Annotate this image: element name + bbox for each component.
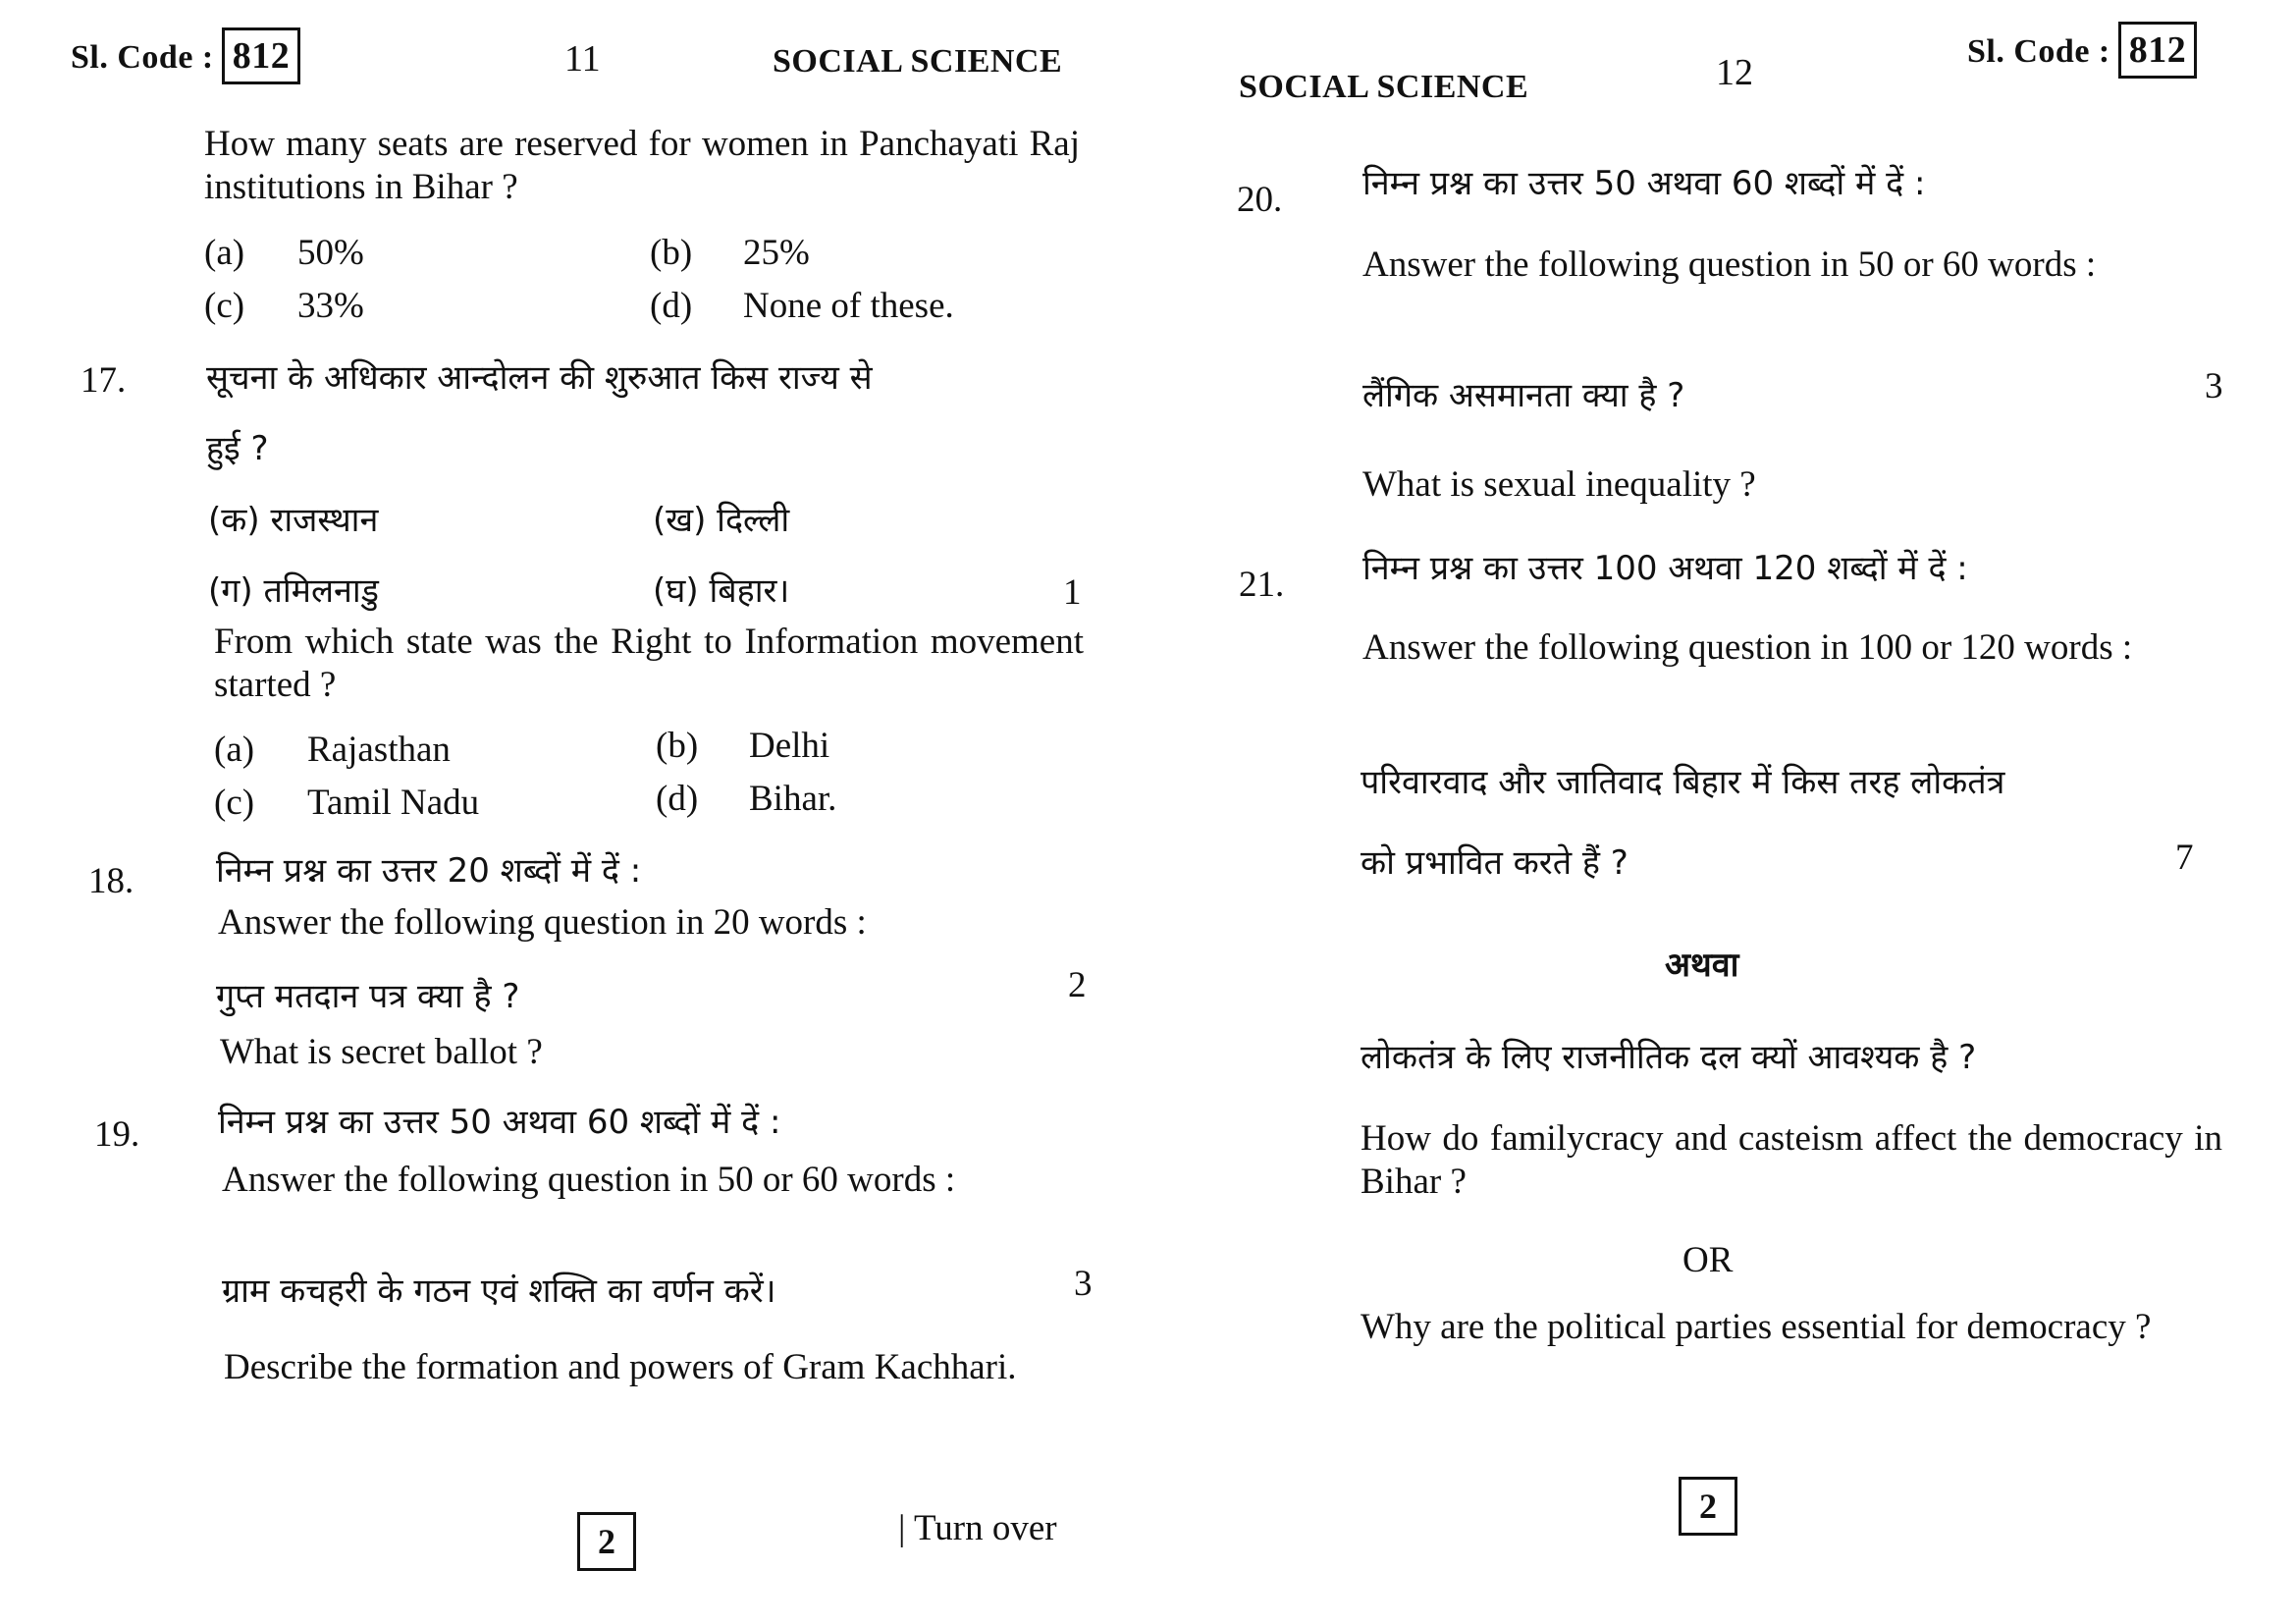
q21-hindi-instruction: निम्न प्रश्न का उत्तर 100 अथवा 120 शब्दों में दें : xyxy=(1362,549,1968,588)
q17-marks: 1 xyxy=(1063,572,1082,613)
or-divider-hindi: अथवा xyxy=(1665,946,1739,985)
q21-english-instruction: Answer the following question in 100 or 120 words : xyxy=(1362,627,2133,668)
or-divider-english: OR xyxy=(1682,1240,1734,1280)
sl-code-label: Sl. Code : xyxy=(71,39,214,76)
sl-code xyxy=(1967,22,2197,79)
q20-english-question: What is sexual inequality ? xyxy=(1362,464,1756,505)
q16-option-a: (a) 50% xyxy=(204,233,364,273)
q17-option-c: (c) Tamil Nadu xyxy=(214,783,480,823)
q20-hindi-instruction: निम्न प्रश्न का उत्तर 50 अथवा 60 शब्दों में दें : xyxy=(1362,164,1926,203)
sl-code-value: 812 xyxy=(2118,22,2198,79)
q18-english-question: What is secret ballot ? xyxy=(220,1032,543,1072)
turn-over: | Turn over xyxy=(898,1508,1057,1548)
page-number: 11 xyxy=(564,38,601,80)
q17-option-b: (b) Delhi xyxy=(656,726,830,766)
q17-english-question: From which state was the Right to Information movement started ? xyxy=(214,622,1084,706)
q17-hindi-option-kha: (ख) दिल्ली xyxy=(653,501,790,540)
q16-question: How many seats are reserved for women in Panchayati Raj institutions in Bihar ? xyxy=(204,124,1080,208)
sl-code-value: 812 xyxy=(222,27,301,84)
subject-title: SOCIAL SCIENCE xyxy=(773,43,1063,80)
q21-hindi-alt-question: लोकतंत्र के लिए राजनीतिक दल क्यों आवश्यक है ? xyxy=(1361,1038,1977,1077)
q21-number: 21. xyxy=(1239,565,1285,605)
q18-hindi-question: गुप्त मतदान पत्र क्या है ? xyxy=(216,977,520,1016)
q20-marks: 3 xyxy=(2205,366,2223,406)
q21-hindi-line1: परिवारवाद और जातिवाद बिहार में किस तरह लोकतंत्र xyxy=(1361,763,2005,802)
page-number: 12 xyxy=(1716,52,1753,93)
q19-hindi-instruction: निम्न प्रश्न का उत्तर 50 अथवा 60 शब्दों में दें : xyxy=(218,1103,781,1142)
subject-title: SOCIAL SCIENCE xyxy=(1239,69,1529,105)
q18-hindi-instruction: निम्न प्रश्न का उत्तर 20 शब्दों में दें : xyxy=(216,851,642,891)
q18-marks: 2 xyxy=(1068,965,1087,1005)
q21-english-question: How do familycracy and casteism affect the democracy in Bihar ? xyxy=(1361,1118,2222,1203)
q17-hindi-option-gha: (घ) बिहार। xyxy=(653,571,790,611)
q19-number: 19. xyxy=(94,1114,140,1155)
q20-hindi-question: लैंगिक असमानता क्या है ? xyxy=(1362,376,1685,415)
q21-english-alt-question: Why are the political parties essential for democracy ? xyxy=(1361,1307,2152,1347)
right-page xyxy=(1148,0,2296,1624)
q17-option-d: (d) Bihar. xyxy=(656,779,837,819)
sl-code-label: Sl. Code : xyxy=(1967,33,2110,70)
q17-hindi-line2: हुई ? xyxy=(206,429,269,468)
q21-marks: 7 xyxy=(2175,838,2194,878)
q19-hindi-question: ग्राम कचहरी के गठन एवं शक्ति का वर्णन करें। xyxy=(222,1272,776,1311)
q17-hindi-option-ka: (क) राजस्थान xyxy=(208,501,379,540)
q19-marks: 3 xyxy=(1074,1264,1093,1304)
page-box: 2 xyxy=(1679,1477,1737,1536)
q17-number: 17. xyxy=(80,360,127,401)
q21-hindi-line2: को प्रभावित करते हैं ? xyxy=(1361,843,1629,883)
sl-code xyxy=(71,27,300,84)
page-box: 2 xyxy=(577,1512,636,1571)
q20-number: 20. xyxy=(1237,180,1283,220)
q17-hindi-option-ga: (ग) तमिलनाडु xyxy=(208,571,379,611)
q16-option-d: (d) None of these. xyxy=(650,286,954,326)
q16-option-b: (b) 25% xyxy=(650,233,810,273)
q17-option-a: (a) Rajasthan xyxy=(214,730,451,770)
q19-english-question: Describe the formation and powers of Gram Kachhari. xyxy=(224,1347,1017,1387)
q17-hindi-line1: सूचना के अधिकार आन्दोलन की शुरुआत किस राज्य से xyxy=(206,358,873,398)
q20-english-instruction: Answer the following question in 50 or 60 words : xyxy=(1362,244,2097,285)
q18-english-instruction: Answer the following question in 20 words : xyxy=(218,902,867,943)
q16-option-c: (c) 33% xyxy=(204,286,364,326)
q19-english-instruction: Answer the following question in 50 or 60 words : xyxy=(222,1160,956,1200)
q18-number: 18. xyxy=(88,861,134,901)
